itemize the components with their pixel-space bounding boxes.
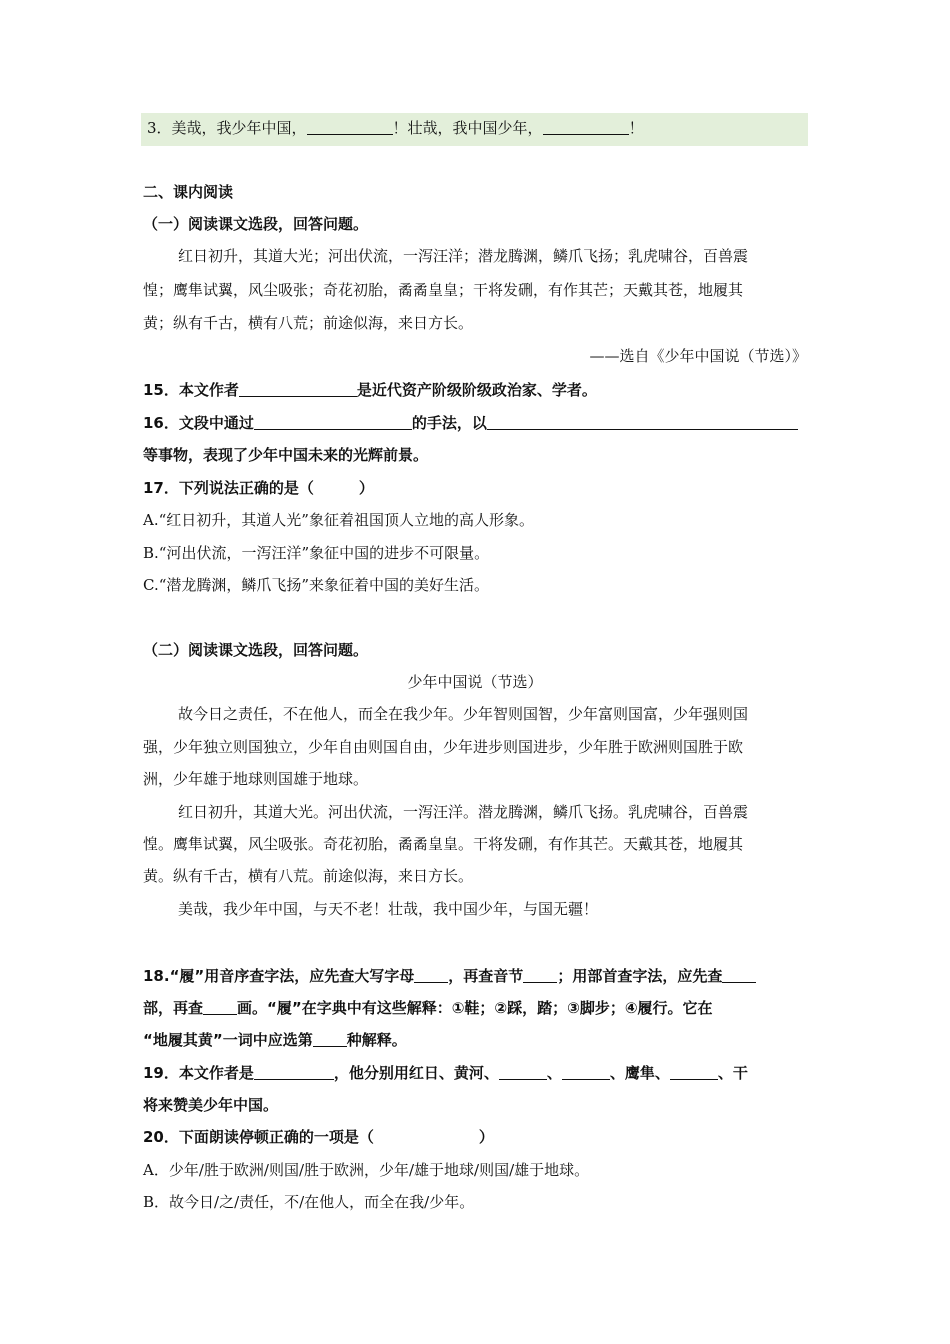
section-2-heading: 二、课内阅读 (143, 183, 234, 201)
question-15 (143, 380, 597, 400)
question-19-text: ，他分别用红日、黄河、 (333, 1064, 499, 1082)
question-17-option-c[interactable]: C.“潜龙腾渊，鳞爪飞扬”来象征着中国的美好生活。 (143, 576, 490, 594)
question-19-text: 、鹰隼、 (609, 1064, 670, 1082)
question-19-text: 、干 (717, 1064, 748, 1082)
passage-2-line: 强，少年独立则国独立，少年自由则国自由，少年进步则国进步，少年胜于欧洲则国胜于欧 (143, 738, 744, 756)
question-15-text-a: 15．本文作者 (143, 381, 239, 399)
question-18-line-2 (143, 998, 713, 1018)
question-16-line-2: 等事物，表现了少年中国未来的光辉前景。 (143, 446, 429, 464)
passage-2-line: 美哉，我少年中国，与天不老！壮哉，我中国少年，与国无疆！ (178, 900, 599, 918)
passage-1-line: 惶；鹰隼试翼，风尘吸张；奇花初胎，矞矞皇皇；干将发硎，有作其芒；天戴其苍，地履其 (143, 281, 744, 299)
question-19-text: 19．本文作者是 (143, 1064, 254, 1082)
question-16-text-a: 16．文段中通过 (143, 414, 254, 432)
answer-blank[interactable] (203, 999, 237, 1015)
answer-blank[interactable] (414, 967, 448, 983)
passage-2-line: 洲，少年雄于地球则国雄于地球。 (143, 770, 369, 788)
question-17-option-a[interactable]: A.“红日初升，其道人光”象征着祖国顶人立地的高人形象。 (143, 511, 534, 529)
question-3-text-b: ！壮哉，我中国少年， (392, 119, 543, 137)
answer-blank[interactable] (487, 414, 798, 430)
question-18-line-1 (143, 966, 756, 986)
passage-1-line: 黄；纵有千古，横有八荒；前途似海，来日方长。 (143, 314, 474, 332)
answer-blank[interactable] (562, 1064, 610, 1080)
passage-2-title: 少年中国说（节选） (407, 673, 543, 691)
question-18-text: 种解释。 (346, 1031, 407, 1049)
question-18-text: 18.“履”用音序查字法，应先查大写字母 (143, 967, 415, 985)
question-19-text: 、 (546, 1064, 562, 1082)
question-18-text: “地履其黄”一词中应选第 (143, 1031, 313, 1049)
passage-1-source: ——选自《少年中国说（节选）》 (589, 347, 807, 365)
passage-2-line: 惶。鹰隼试翼，风尘吸张。奇花初胎，矞矞皇皇。干将发硎，有作其芒。天戴其苍，地履其 (143, 835, 744, 853)
question-3 (147, 118, 644, 138)
answer-blank[interactable] (523, 967, 557, 983)
question-16-line-1 (143, 413, 798, 433)
question-18-text: ，再查音节 (448, 967, 524, 985)
question-3-text-a: 3．美哉，我少年中国， (147, 119, 307, 137)
answer-blank[interactable] (543, 119, 629, 135)
answer-blank[interactable] (313, 1031, 347, 1047)
answer-blank[interactable] (670, 1064, 718, 1080)
question-16-text-b: 的手法，以 (411, 414, 487, 432)
answer-blank[interactable] (254, 1064, 334, 1080)
answer-blank[interactable] (307, 119, 393, 135)
question-18-text: 画。“履”在字典中有这些解释：①鞋；②踩，踏；③脚步；④履行。它在 (237, 999, 713, 1017)
question-15-text-b: 是近代资产阶级阶级政治家、学者。 (356, 381, 597, 399)
answer-blank[interactable] (239, 381, 357, 397)
question-18-text: 部，再查 (143, 999, 204, 1017)
passage-1-line: 红日初升，其道大光；河出伏流，一泻汪洋；潜龙腾渊，鳞爪飞扬；乳虎啸谷，百兽震 (178, 247, 749, 265)
question-19-line-1 (143, 1063, 748, 1083)
question-17-option-b[interactable]: B.“河出伏流，一泻汪洋”象征中国的进步不可限量。 (143, 544, 490, 562)
question-20-option-a[interactable]: A．少年/胜于欧洲/则国/胜于欧洲，少年/雄于地球/则国/雄于地球。 (143, 1161, 590, 1179)
part-1-heading: （一）阅读课文选段，回答问题。 (143, 215, 369, 233)
part-2-heading: （二）阅读课文选段，回答问题。 (143, 641, 369, 659)
passage-2-line: 故今日之责任，不在他人，而全在我少年。少年智则国智，少年富则国富，少年强则国 (178, 705, 749, 723)
answer-blank[interactable] (499, 1064, 547, 1080)
question-19-line-2: 将来赞美少年中国。 (143, 1096, 279, 1114)
passage-2-line: 红日初升，其道大光。河出伏流，一泻汪洋。潜龙腾渊，鳞爪飞扬。乳虎啸谷，百兽震 (178, 803, 749, 821)
question-20-option-b[interactable]: B．故今日/之/责任，不/在他人，而全在我/少年。 (143, 1193, 475, 1211)
question-18-text: ；用部首查字法，应先查 (557, 967, 723, 985)
question-17-stem: 17．下列说法正确的是（ ） (143, 479, 374, 497)
answer-blank[interactable] (722, 967, 756, 983)
question-18-line-3 (143, 1030, 407, 1050)
answer-blank[interactable] (254, 414, 412, 430)
question-20-stem: 20．下面朗读停顿正确的一项是（ ） (143, 1128, 494, 1146)
question-3-text-c: ！ (628, 119, 644, 137)
passage-2-line: 黄。纵有千古，横有八荒。前途似海，来日方长。 (143, 867, 474, 885)
